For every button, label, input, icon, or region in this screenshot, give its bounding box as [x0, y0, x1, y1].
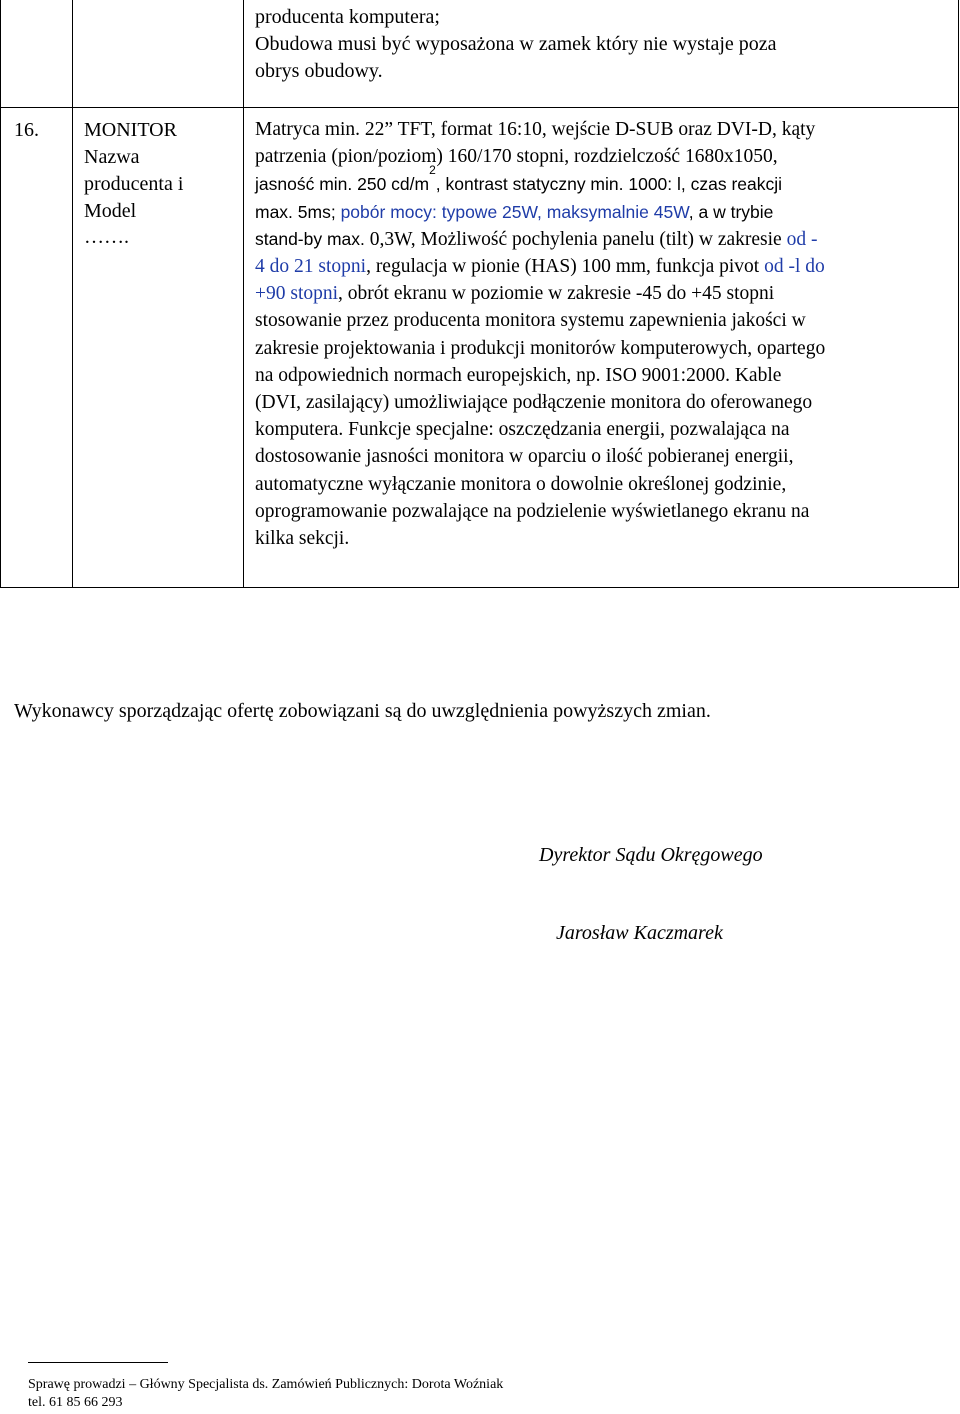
spec-text: Matryca min. 22” TFT, format 16:10, wejście D-SUB oraz DVI-D, kąty — [255, 119, 816, 140]
prev-row-line: obrys obudowy. — [255, 60, 383, 82]
spec-text: automatyczne wyłączanie monitora o dowolnie określonej godzinie, — [255, 473, 787, 495]
item-name-line: ……. — [84, 226, 129, 248]
table-right-border — [958, 0, 959, 588]
spec-text: 0,3W, Możliwość pochylenia panelu (tilt) w zakresie — [369, 228, 787, 250]
row-number: 16. — [14, 119, 39, 141]
spec-line — [255, 416, 955, 443]
closing-statement: Wykonawcy sporządzając ofertę zobowiązani są do uwzględnienia powyższych zmian. — [14, 700, 711, 722]
spec-text: , a w trybie — [688, 201, 774, 222]
table-col1-divider — [72, 0, 73, 588]
spec-text: kilka sekcji. — [255, 528, 350, 550]
table-left-border — [0, 0, 1, 588]
spec-highlight-text: od - — [786, 228, 818, 250]
spec-text: dostosowanie jasności monitora w oparciu o ilość pobieranej energii, — [255, 446, 794, 468]
spec-text: na odpowiednich normach europejskich, np. ISO 9001:2000. Kable — [255, 364, 782, 386]
spec-text: , obrót ekranu w poziomie w zakresie -45 do +45 stopni — [338, 283, 775, 305]
signature-title: Dyrektor Sądu Okręgowego — [539, 844, 763, 866]
spec-text: patrzenia (pion/poziom) 160/170 stopni, rozdzielczość 1680x1050, — [255, 146, 778, 168]
spec-text: , kontrast statyczny min. 1000: l, czas reakcji — [435, 174, 783, 195]
footer-contact: Sprawę prowadzi – Główny Specjalista ds. Zamówień Publicznych: Dorota Woźniak — [28, 1377, 504, 1392]
spec-highlight-text: pobór mocy: typowe 25W, maksymalnie 45W — [340, 201, 689, 222]
spec-text: (DVI, zasilający) umożliwiające podłączenie monitora do oferowanego — [255, 392, 813, 414]
specification-cell — [255, 116, 955, 552]
prev-row-line: Obudowa musi być wyposażona w zamek który nie wystaje poza — [255, 33, 777, 55]
prev-row-line: producenta komputera; — [255, 6, 440, 28]
spec-line — [255, 525, 955, 552]
spec-line — [255, 335, 955, 362]
footer-phone: tel. 61 85 66 293 — [28, 1395, 123, 1410]
item-name-line: producenta i — [84, 173, 184, 195]
spec-text: , regulacja w pionie (HAS) 100 mm, funkcja pivot — [366, 256, 765, 278]
spec-highlight-text: 4 do 21 stopni — [255, 256, 367, 278]
spec-line — [255, 143, 955, 170]
spec-text: zakresie projektowania i produkcji monitorów komputerowych, opartego — [255, 337, 826, 359]
table-col2-divider — [243, 0, 244, 588]
spec-text: stosowanie przez producenta monitora systemu zapewnienia jakości w — [255, 310, 806, 332]
spec-highlight-text: +90 stopni — [255, 283, 339, 305]
spec-line — [255, 362, 955, 389]
signature-name: Jarosław Kaczmarek — [556, 922, 723, 944]
spec-line — [255, 163, 955, 198]
item-name-line: Model — [84, 200, 137, 222]
spec-text: stand-by max. — [255, 228, 370, 249]
spec-text: jasność min. 250 cd/m — [255, 174, 430, 195]
spec-line — [255, 389, 955, 416]
spec-text: max. 5ms; — [255, 201, 341, 222]
spec-text: komputera. Funkcje specjalne: oszczędzania energii, pozwalająca na — [255, 419, 790, 441]
superscript: 2 — [429, 163, 436, 178]
spec-line — [255, 498, 955, 525]
spec-highlight-text: od -l do — [764, 256, 825, 278]
spec-line — [255, 199, 955, 226]
table-row-divider — [0, 107, 959, 108]
spec-line — [255, 226, 955, 253]
spec-line — [255, 116, 955, 143]
spec-text: oprogramowanie pozwalające na podzielenie wyświetlanego ekranu na — [255, 500, 810, 522]
spec-line — [255, 253, 955, 280]
spec-line — [255, 280, 955, 307]
spec-line — [255, 307, 955, 334]
spec-line — [255, 443, 955, 470]
table-bottom-border — [0, 587, 959, 588]
item-name-line: MONITOR — [84, 119, 177, 141]
spec-line — [255, 471, 955, 498]
footer-rule — [28, 1362, 168, 1363]
item-name-line: Nazwa — [84, 146, 140, 168]
